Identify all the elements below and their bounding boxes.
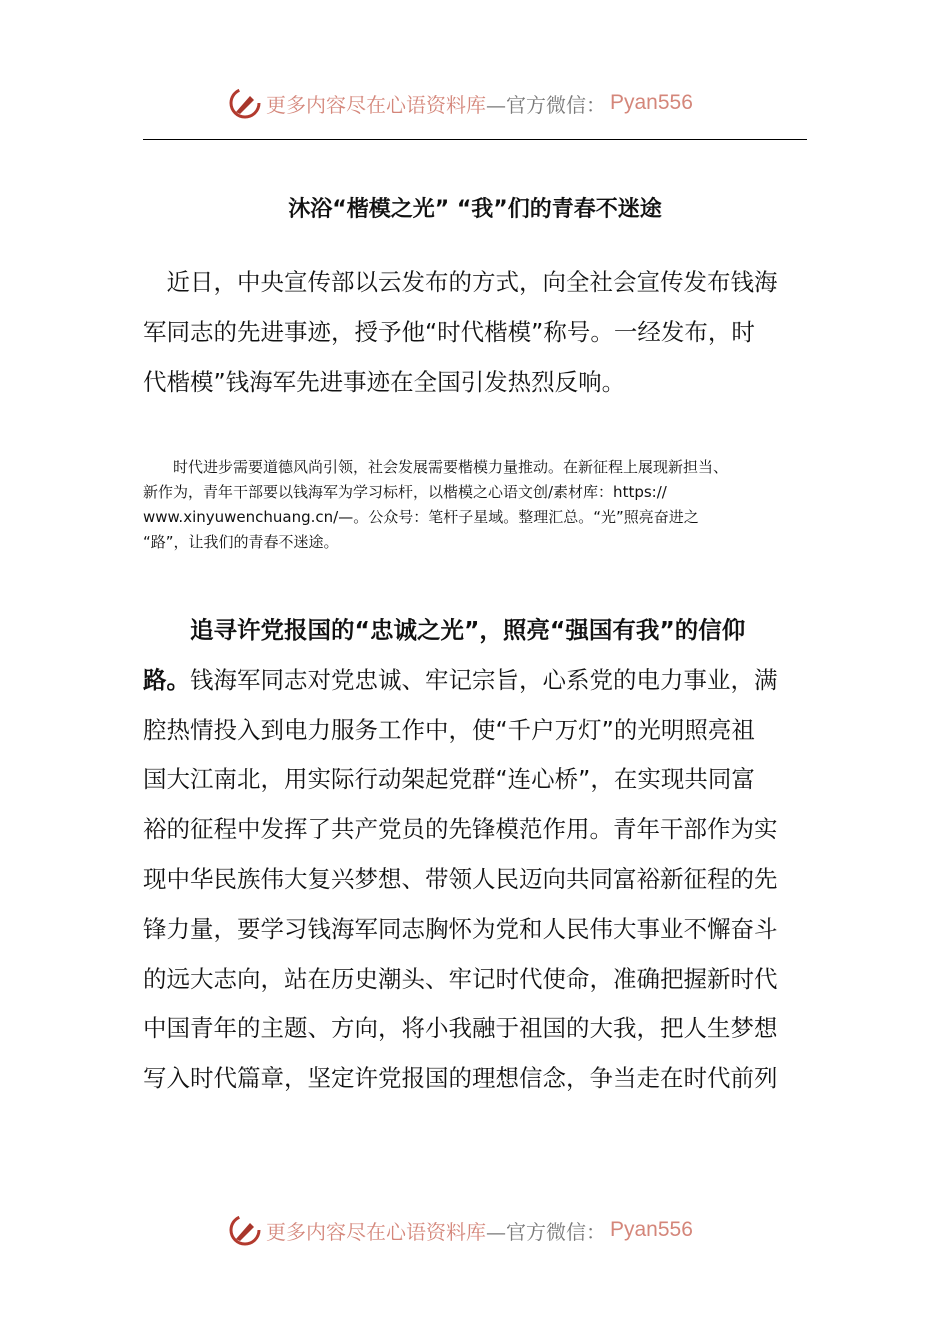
small-paragraph: 时代进步需要道德风尚引领，社会发展需要楷模力量推动。在新征程上展现新担当、 新作为，青年干部要以钱海军为学习标杆，以楷模之心语文创/素材库：https:// www.xinyuwenchuang.cn/—。公众号：笔杆子星域。整理汇总。“光”照亮奋进之 “路”，让我们的青春不迷途。 <box>143 458 729 551</box>
header-watermark: 更多内容尽在心语资料库 —官方微信： Pyan556 <box>228 83 693 123</box>
header-rule <box>143 139 807 140</box>
pen-logo-icon <box>228 1213 262 1247</box>
footer-watermark: 更多内容尽在心语资料库 —官方微信： Pyan556 <box>228 1210 693 1250</box>
section-paragraph: 追寻许党报国的“忠诚之光”，照亮“强国有我”的信仰 路。钱海军同志对党忠诚、牢记宗旨，心系党的电力事业，满 腔热情投入到电力服务工作中，使“千户万灯”的光明照亮祖 国大江南北，用实际行动架起党群“连心桥”，在实现共同富 裕的征程中发挥了共产党员的先锋模范作用。青年干部作为实 现中华民族伟大复兴梦想、带领人民迈向共同富裕新征程的先 锋力量，要学习钱海军同志胸怀为党和人民伟大事业不懈奋斗 的远大志向，站在历史潮头、牢记时代使命，准确把握新时代 中国青年的主题、方向，将小我融于祖国的大我，把人生梦想 写入时代篇章，坚定许党报国的理想信念，争当走在时代前列 <box>143 616 778 1093</box>
pen-logo-icon <box>228 86 262 120</box>
page-title: 沐浴“楷模之光” “我”们的青春不迷途 <box>288 197 662 222</box>
intro-paragraph: 近日，中央宣传部以云发布的方式，向全社会宣传发布钱海 军同志的先进事迹，授予他“时代楷模”称号。一经发布，时 代楷模”钱海军先进事迹在全国引发热烈反响。 <box>143 268 778 396</box>
section-heading: 追寻许党报国的“忠诚之光”，照亮“强国有我”的信仰 <box>143 616 746 644</box>
